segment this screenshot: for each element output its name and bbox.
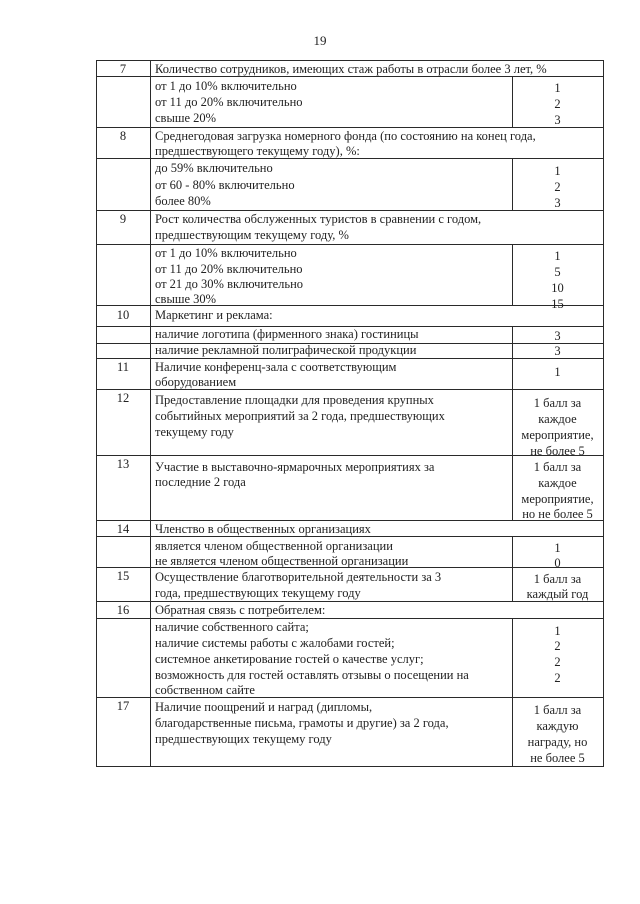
score-text: 1 балл за <box>533 572 582 586</box>
option-text: наличие собственного сайта; <box>155 620 309 634</box>
row-number: 12 <box>116 391 130 405</box>
score-value: 1 <box>554 624 561 638</box>
option-text: наличие логотипа (фирменного знака) гостиницы <box>155 327 419 341</box>
table-border-right <box>603 60 604 766</box>
score-value: 5 <box>554 265 561 279</box>
row-number: 16 <box>116 603 130 617</box>
row-title: Осуществление благотворительной деятельности за 3 <box>155 570 442 584</box>
option-text: системное анкетирование гостей о качестве услуг; <box>155 652 424 666</box>
option-text: не является членом общественной организации <box>155 554 409 568</box>
option-text: собственном сайте <box>155 683 255 697</box>
row-title: текущему году <box>155 425 234 439</box>
row-title: Наличие конференц-зала с соответствующим <box>155 360 397 374</box>
row-title: Наличие поощрений и наград (дипломы, <box>155 700 373 714</box>
score-text: не более 5 <box>530 751 585 765</box>
option-text: от 11 до 20% включительно <box>155 95 303 109</box>
row-title: года, предшествующих текущему году <box>155 586 361 600</box>
row-number: 17 <box>116 699 130 713</box>
option-text: от 60 - 80% включительно <box>155 178 295 192</box>
score-value: 10 <box>551 281 564 295</box>
score-text: 1 балл за <box>533 460 582 474</box>
row-title: Рост количества обслуженных туристов в сравнении с годом, <box>155 212 482 226</box>
score-text: 1 балл за <box>533 703 582 717</box>
option-text: от 21 до 30% включительно <box>155 277 304 291</box>
row-number: 8 <box>119 129 127 143</box>
row-title: Обратная связь с потребителем: <box>155 603 326 617</box>
score-value: 15 <box>551 297 564 311</box>
row-number: 13 <box>116 457 130 471</box>
score-value: 1 <box>554 249 561 263</box>
score-text: мероприятие, <box>521 428 594 442</box>
score-text: мероприятие, <box>521 492 594 506</box>
score-value: 3 <box>554 196 561 210</box>
row-title: Количество сотрудников, имеющих стаж работы в отрасли более 3 лет, % <box>155 62 547 76</box>
row-number: 14 <box>116 522 130 536</box>
option-text: от 11 до 20% включительно <box>155 262 303 276</box>
row-title: Среднегодовая загрузка номерного фонда (по состоянию на конец года, <box>155 129 536 143</box>
score-text: награду, но <box>527 735 588 749</box>
row-title: Маркетинг и реклама: <box>155 308 273 322</box>
option-text: более 80% <box>155 194 211 208</box>
score-value: 2 <box>554 671 561 685</box>
option-text: свыше 20% <box>155 111 217 125</box>
row-number: 15 <box>116 569 130 583</box>
option-text: до 59% включительно <box>155 161 273 175</box>
score-text: каждую <box>536 719 579 733</box>
score-value: 2 <box>554 180 561 194</box>
score-text: 1 балл за <box>533 396 582 410</box>
row-line <box>96 766 604 767</box>
option-text: является членом общественной организации <box>155 539 393 553</box>
option-text: возможность для гостей оставлять отзывы о посещении на <box>155 668 469 682</box>
score-value: 2 <box>554 97 561 111</box>
row-title: благодарственные письма, грамоты и другие) за 2 года, <box>155 716 449 730</box>
score-value: 2 <box>554 655 561 669</box>
score-value: 1 <box>554 164 561 178</box>
row-number: 9 <box>119 212 127 226</box>
row-title: оборудованием <box>155 375 237 389</box>
score-text: каждый год <box>526 587 589 601</box>
option-text: от 1 до 10% включительно <box>155 79 297 93</box>
row-title: предшествующего текущему году), %: <box>155 144 360 158</box>
score-text: каждое <box>538 476 577 490</box>
table-border-left <box>96 60 97 766</box>
score-value: 1 <box>554 81 561 95</box>
score-value: 3 <box>554 344 561 358</box>
option-text: от 1 до 10% включительно <box>155 246 297 260</box>
row-number: 10 <box>116 308 130 322</box>
score-value: 0 <box>554 556 561 570</box>
score-value: 1 <box>554 365 561 379</box>
score-value: 3 <box>554 113 561 127</box>
row-number: 7 <box>119 62 127 76</box>
row-title: предшествующих текущему году <box>155 732 332 746</box>
page-number: 19 <box>313 33 327 48</box>
row-title: Предоставление площадки для проведения крупных <box>155 393 434 407</box>
row-title: последние 2 года <box>155 475 246 489</box>
row-title: предшествующим текущему году, % <box>155 228 349 242</box>
score-text: каждое <box>538 412 577 426</box>
option-text: свыше 30% <box>155 292 217 306</box>
row-title: Членство в общественных организациях <box>155 522 371 536</box>
score-value: 1 <box>554 541 561 555</box>
num-column-divider <box>150 60 151 766</box>
score-value: 2 <box>554 639 561 653</box>
score-value: 3 <box>554 329 561 343</box>
score-text: не более 5 <box>530 444 585 458</box>
row-title: Участие в выставочно-ярмарочных мероприятиях за <box>155 460 435 474</box>
score-text: но не более 5 <box>522 507 593 521</box>
row-title: событийных мероприятий за 2 года, предшествующих <box>155 409 445 423</box>
row-number: 11 <box>116 360 130 374</box>
option-text: наличие системы работы с жалобами гостей; <box>155 636 395 650</box>
option-text: наличие рекламной полиграфической продукции <box>155 343 417 357</box>
